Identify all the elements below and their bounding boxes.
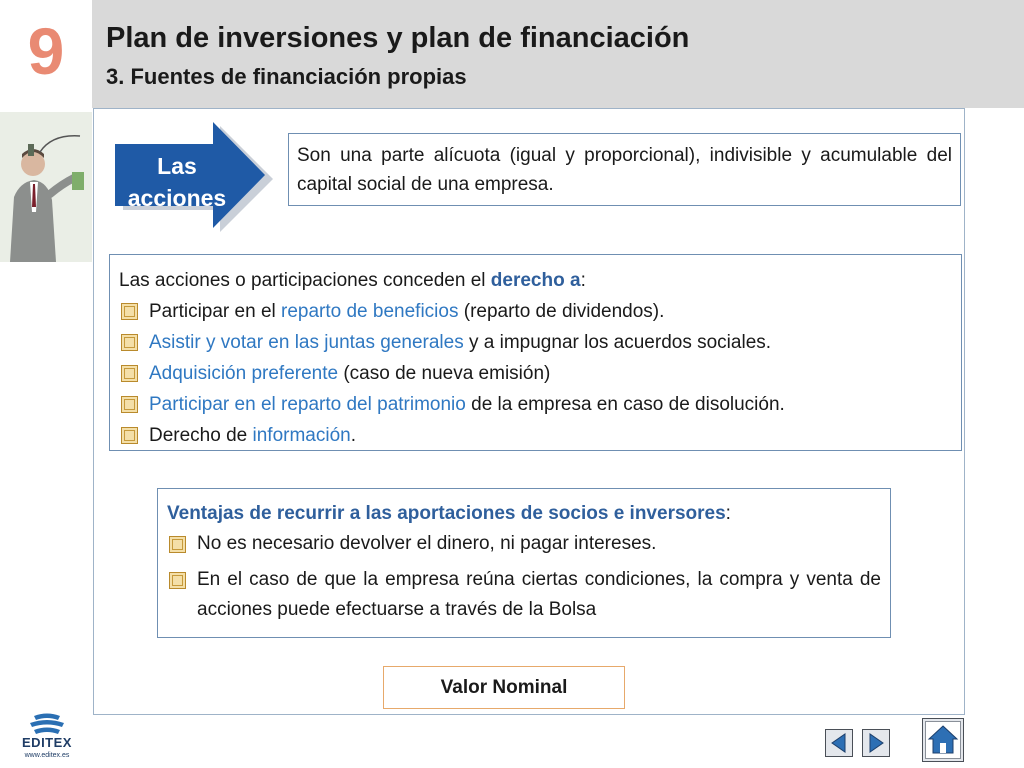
advantages-title: Ventajas de recurrir a las aportaciones de socios e inversores [167, 503, 726, 524]
advantages-list [167, 529, 881, 625]
checkbox-bullet-icon [169, 536, 186, 553]
list-item-highlight: Adquisición preferente [149, 363, 339, 384]
list-item-text: No es necesario devolver el dinero, ni pagar intereses. [197, 533, 657, 554]
logo-url: www.editex.es [24, 752, 70, 759]
list-item-text: Participar en el [149, 301, 282, 322]
term-label [118, 150, 236, 214]
list-item [167, 565, 881, 625]
definition-text: Son una parte alícuota (igual y proporcional), indivisible y acumulable del capital social de una empresa. [297, 145, 952, 195]
list-item-text: (caso de nueva emisión) [338, 363, 551, 384]
businessman-illustration [0, 112, 92, 262]
advantages-heading [167, 499, 881, 529]
rights-intro-highlight: derecho a [490, 270, 581, 291]
rights-intro-pre: Las acciones o participaciones conceden el [119, 270, 491, 291]
advantages-title-suffix: : [725, 503, 731, 524]
checkbox-bullet-icon [121, 427, 138, 444]
checkbox-bullet-icon [121, 334, 138, 351]
rights-intro [119, 265, 952, 296]
list-item-text: En el caso de que la empresa reúna ciertas condiciones, la compra y venta de acciones puede efectuarse a través de la Bolsa [197, 569, 881, 620]
definition-box [288, 133, 961, 206]
checkbox-bullet-icon [121, 303, 138, 320]
list-item [119, 420, 952, 451]
logo-name: EDITEX [22, 735, 72, 750]
rights-list [119, 296, 952, 451]
checkbox-bullet-icon [121, 396, 138, 413]
list-item [167, 529, 881, 559]
list-item-highlight: Asistir y votar en las juntas generales [149, 332, 464, 353]
list-item-highlight: Participar en el reparto del patrimonio [149, 394, 466, 415]
chapter-number: 9 [27, 14, 65, 88]
rights-intro-post: : [580, 270, 586, 291]
rights-box [109, 254, 962, 451]
prev-arrow-icon[interactable] [825, 729, 853, 757]
list-item [119, 389, 952, 420]
advantages-box [157, 488, 891, 638]
list-item-text: . [350, 425, 357, 446]
next-arrow-icon[interactable] [862, 729, 890, 757]
list-item [119, 327, 952, 358]
header-bar [92, 0, 1024, 108]
list-item-text: y a impugnar los acuerdos sociales. [463, 332, 772, 353]
list-item [119, 296, 952, 327]
side-illustration [0, 112, 92, 262]
list-item-text: Derecho de [149, 425, 253, 446]
list-item-highlight: información [252, 425, 351, 446]
checkbox-bullet-icon [169, 572, 186, 589]
page-subtitle: 3. Fuentes de financiación propias [106, 64, 467, 89]
term-label-line2: acciones [127, 185, 227, 211]
page-title: Plan de inversiones y plan de financiación [106, 22, 690, 54]
home-icon[interactable] [922, 718, 964, 762]
list-item-text: (reparto de dividendos). [458, 301, 665, 322]
term-label-line1: Las [157, 153, 197, 179]
chapter-badge [0, 0, 92, 108]
list-item [119, 358, 952, 389]
list-item-highlight: reparto de beneficios [281, 301, 459, 322]
valor-nominal-button[interactable]: Valor Nominal [383, 666, 625, 709]
list-item-text: de la empresa en caso de disolución. [465, 394, 785, 415]
checkbox-bullet-icon [121, 365, 138, 382]
